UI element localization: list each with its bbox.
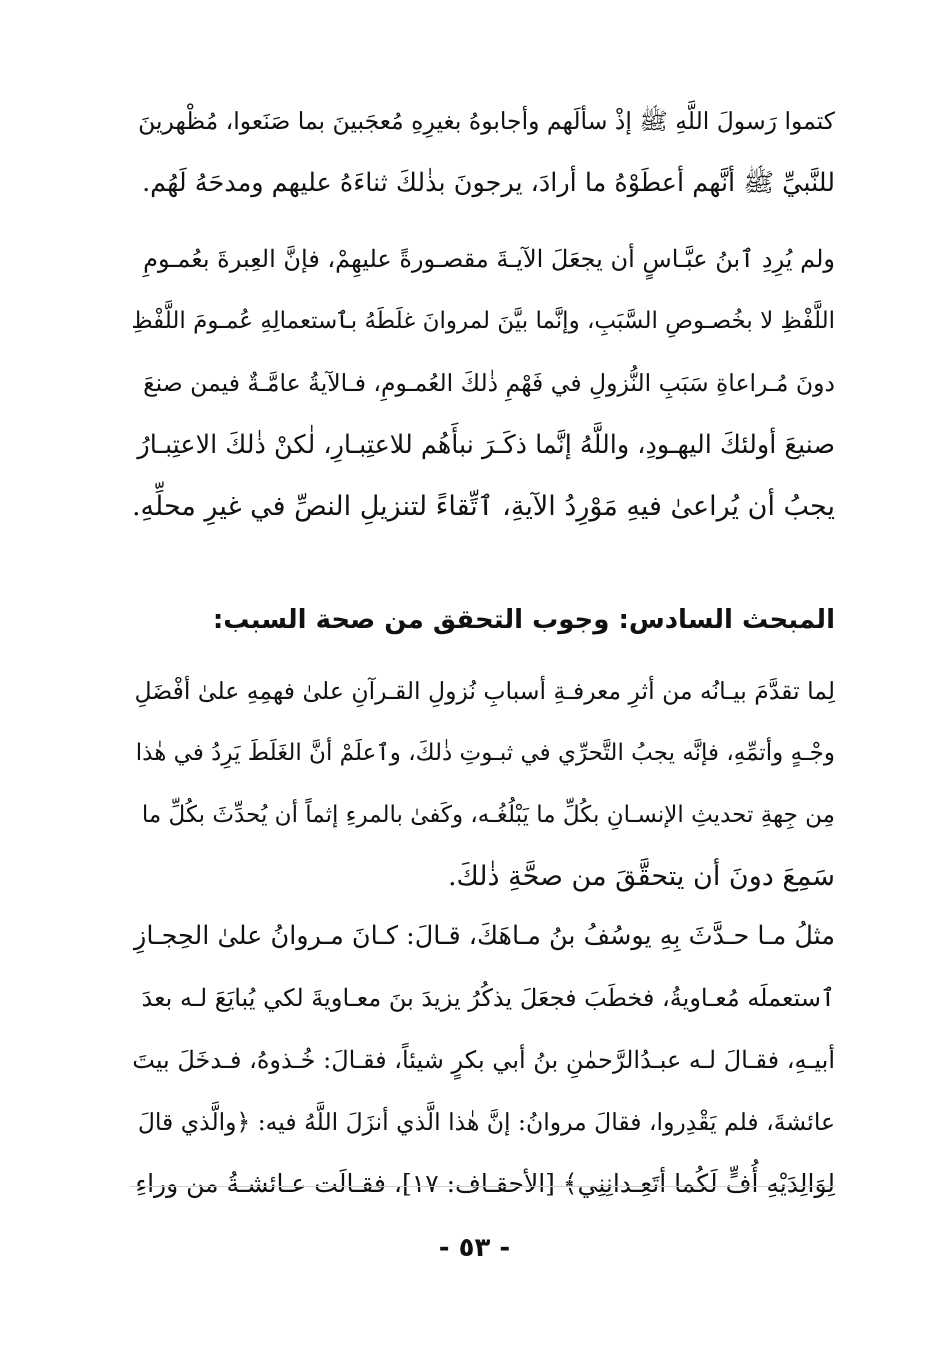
text-line: عائشةَ، فلم يَقْدِروا، فقالَ مروانُ: إنَّ هٰذا الَّذي أنزَلَ اللَّهُ فيه: ﴿والَّذي قالَ (137, 1108, 835, 1136)
text-line: للنَّبيِّ ﷺ أنَّهم أعطَوْهُ ما أرادَ، يرجونَ بذٰلكَ ثناءَهُ عليهم ومدحَهُ لَهُم. (142, 168, 835, 198)
paragraph-1 (130, 90, 835, 214)
text-line: يجبُ أن يُراعىٰ فيهِ مَوْرِدُ الآيةِ، ٱتِّقاءً لتنزيلِ النصِّ في غيرِ محلِّهِ. (131, 491, 835, 522)
text-line: مثلُ مـا حـدَّثَ بِهِ يوسُفُ بنُ مـاهَكَ، قـالَ: كـانَ مـروانُ علىٰ الحِجـازِ (134, 921, 835, 951)
text-line: سَمِعَ دونَ أن يتحقَّقَ من صحَّةِ ذٰلكَ. (447, 861, 835, 892)
text-line: صنيعَ أولئكَ اليهـودِ، واللَّهُ إنَّما ذكَـرَ نبأَهُم للاعتِبـارِ، لٰكنْ ذٰلكَ الاعتِبـارُ (137, 430, 835, 460)
footer-divider (130, 1186, 835, 1187)
text-line: ٱستعملَه مُعـاويةُ، فخطَبَ فجعَلَ يذكُرُ يزيدَ بنَ معـاويةَ لكي يُبايَعَ لـه بعدَ (141, 984, 835, 1012)
paragraph-4 (130, 905, 835, 1215)
text-line: أبيـهِ، فقـالَ لـه عبـدُالرَّحمٰنِ بنُ أبي بكرٍ شيئاً، فقـالَ: خُـذوهُ، فـدخَلَ بيتَ (132, 1046, 835, 1074)
text-line: مِن جِهةِ تحديثِ الإنسـانِ بكُلِّ ما يَبْلُغُـه، وكَفىٰ بالمرءِ إثماً أن يُحدِّثَ بكُلِّ ما (141, 802, 835, 828)
paragraph-3 (130, 660, 835, 908)
text-line: دونَ مُـراعاةِ سَبَبِ النُّزولِ في فَهْمِ ذٰلكَ العُمـومِ، فـالآيةُ عامَّـةٌ فيمن صنعَ (143, 369, 835, 397)
text-line: لِوَالِدَيْهِ أُفٍّ لَكُما أتَعِـدانِنِي﴾ [الأحقـاف: ١٧]، فقـالَت عـائشـةُ من وراءِ (135, 1169, 835, 1198)
text-line: لِما تقدَّمَ بيـانُه من أثرِ معرفـةِ أسبابِ نُزولِ القـرآنِ علىٰ فهمِهِ علىٰ أفْضَلِ (134, 677, 835, 705)
text-line: وجْـهٍ وأتمِّهِ، فإنَّه يجبُ التَّحرِّي في ثبـوتِ ذٰلكَ، وٱعلَمْ أنَّ الغَلَطَ يَرِدُ في هٰذا (135, 740, 835, 766)
text-line: ولم يُرِدِ ٱبنُ عبَّـاسٍ أن يجعَلَ الآيـةَ مقصـورةً عليهِمْ، فإنَّ العِبرةَ بعُمـومِ (143, 245, 835, 273)
text-line: اللَّفْظِ لا بخُصـوصِ السَّبَبِ، وإنَّما بيَّنَ لمروانَ غلَطَهُ بٱستعمالِهِ عُمـومَ اللَّفْظِ (131, 308, 835, 334)
paragraph-2 (130, 228, 835, 538)
page-number: - ٥٣ - (438, 1233, 511, 1263)
text-line: كتموا رَسولَ اللَّهِ ﷺ إذْ سألَهم وأجابوهُ بغيرِهِ مُعجَبينَ بما صَنَعوا، مُظْهرينَ (138, 107, 835, 135)
section-heading: المبحث السادس: وجوب التحقق من صحة السبب: (212, 605, 835, 635)
